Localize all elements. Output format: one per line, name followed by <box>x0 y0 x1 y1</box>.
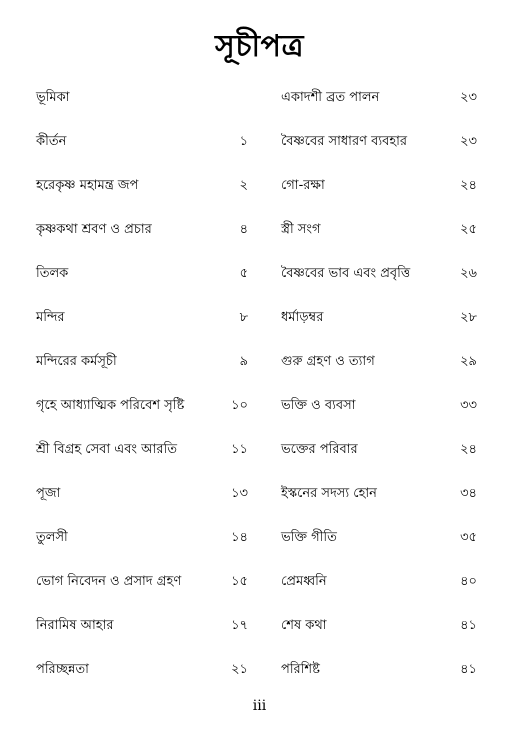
toc-entry <box>281 308 477 352</box>
toc-entry <box>36 132 248 176</box>
toc-entry <box>36 572 248 616</box>
toc-entry <box>281 132 477 176</box>
toc-entry <box>281 220 477 264</box>
toc-entry-page: ৯ <box>239 354 248 369</box>
toc-entry <box>281 440 477 484</box>
toc-entry-title: কীর্তন <box>36 134 67 149</box>
toc-entry-title: ভক্তি গীতি <box>281 530 337 545</box>
toc-entry-title: গৃহে আধ্যাত্মিক পরিবেশ সৃষ্টি <box>36 398 185 413</box>
toc-entry-title: তুলসী <box>36 530 68 545</box>
toc-entry-page: ২৮ <box>460 310 477 325</box>
toc-entry-title: পরিচ্ছন্নতা <box>36 662 89 677</box>
toc-entry-title: শেষ কথা <box>281 618 327 633</box>
toc-entry <box>281 572 477 616</box>
toc-entry-page: ১৫ <box>231 574 248 589</box>
page-number: iii <box>252 698 267 714</box>
toc-entry-page: ৮ <box>239 310 248 325</box>
toc-entry-title: মন্দির <box>36 310 65 325</box>
toc-entry-title: ধর্মাড়ম্বর <box>281 310 324 325</box>
toc-entry <box>281 396 477 440</box>
toc-entry-title: হরেকৃষ্ণ মহামন্ত্র জপ <box>36 178 139 193</box>
toc-entry-page: ৩৫ <box>460 530 477 545</box>
toc-entry-page: ৪১ <box>460 662 477 677</box>
toc-entry <box>36 616 248 660</box>
toc-entry <box>36 220 248 264</box>
toc-left-column <box>36 88 248 704</box>
toc-entry <box>281 176 477 220</box>
toc-entry-title: মন্দিরের কর্মসূচী <box>36 354 117 369</box>
toc-entry-page: ২৩ <box>460 134 477 149</box>
page-title: সূচীপত্র <box>215 29 304 64</box>
toc-entry <box>281 264 477 308</box>
toc-entry-title: বৈষ্ণবের সাধারণ ব্যবহার <box>281 134 408 149</box>
toc-entry-page: ২৪ <box>460 178 477 193</box>
toc-entry-title: ভূমিকা <box>36 90 70 105</box>
toc-entry-page: ২১ <box>231 662 248 677</box>
toc-entry-page: ১০ <box>231 398 248 413</box>
toc-entry-title: তিলক <box>36 266 69 281</box>
toc-entry-page: ২৪ <box>460 442 477 457</box>
toc-entry-title: গো-রক্ষা <box>281 178 325 193</box>
toc-entry-title: পরিশিষ্ট <box>281 662 320 677</box>
toc-entry-page: ২৬ <box>460 266 477 281</box>
toc-entry <box>36 264 248 308</box>
toc-entry-title: ইস্কনের সদস্য হোন <box>281 486 377 501</box>
toc-entry-title: নিরামিষ আহার <box>36 618 114 633</box>
toc-entry-page: ২৯ <box>460 354 477 369</box>
toc-entry-title: কৃষ্ণকথা শ্রবণ ও প্রচার <box>36 222 152 237</box>
toc-entry <box>36 176 248 220</box>
toc-entry-page: ১৪ <box>231 530 248 545</box>
toc-right-column <box>281 88 477 704</box>
toc-entry-page: ৩৪ <box>460 486 477 501</box>
toc-entry-title: ভোগ নিবেদন ও প্রসাদ গ্রহণ <box>36 574 182 589</box>
toc-entry <box>281 528 477 572</box>
toc-entry <box>281 352 477 396</box>
toc-entry-page: ১ <box>239 134 248 149</box>
toc-entry-title: ভক্তের পরিবার <box>281 442 358 457</box>
toc-entry-page: ২ <box>239 178 248 193</box>
toc-entry <box>281 616 477 660</box>
toc-entry-page: ১৭ <box>231 618 248 633</box>
toc-entry-title: ভক্তি ও ব্যবসা <box>281 398 356 413</box>
toc-entry <box>36 308 248 352</box>
toc-entry-title: গুরু গ্রহণ ও ত্যাগ <box>281 354 375 369</box>
toc-entry-page: ১১ <box>231 442 248 457</box>
toc-entry-title: প্রেমধ্বনি <box>281 574 327 589</box>
toc-entry <box>36 528 248 572</box>
toc-entry-page: ৪ <box>239 222 248 237</box>
toc-entry <box>36 396 248 440</box>
toc-entry-title: পূজা <box>36 486 61 501</box>
toc-entry <box>281 484 477 528</box>
toc-entry-title: শ্রী বিগ্রহ সেবা এবং আরতি <box>36 442 177 457</box>
toc-entry-title: বৈষ্ণবের ভাব এবং প্রবৃত্তি <box>281 266 411 281</box>
toc-entry <box>36 440 248 484</box>
toc-entry-page: ৫ <box>239 266 248 281</box>
toc-entry-page: ১৩ <box>231 486 248 501</box>
toc-entry-page: ৩৩ <box>460 398 477 413</box>
toc-entry <box>36 88 248 132</box>
toc-entry-title: স্ত্রী সংগ <box>281 222 321 237</box>
toc-entry <box>36 484 248 528</box>
toc-entry-page: ২৩ <box>460 90 477 105</box>
toc-entry-page: ২৫ <box>460 222 477 237</box>
toc-entry-page: ৪০ <box>460 574 477 589</box>
toc-entry <box>281 88 477 132</box>
toc-entry-title: একাদশী ব্রত পালন <box>281 90 380 105</box>
toc-entry <box>36 352 248 396</box>
toc-entry-page: ৪১ <box>460 618 477 633</box>
